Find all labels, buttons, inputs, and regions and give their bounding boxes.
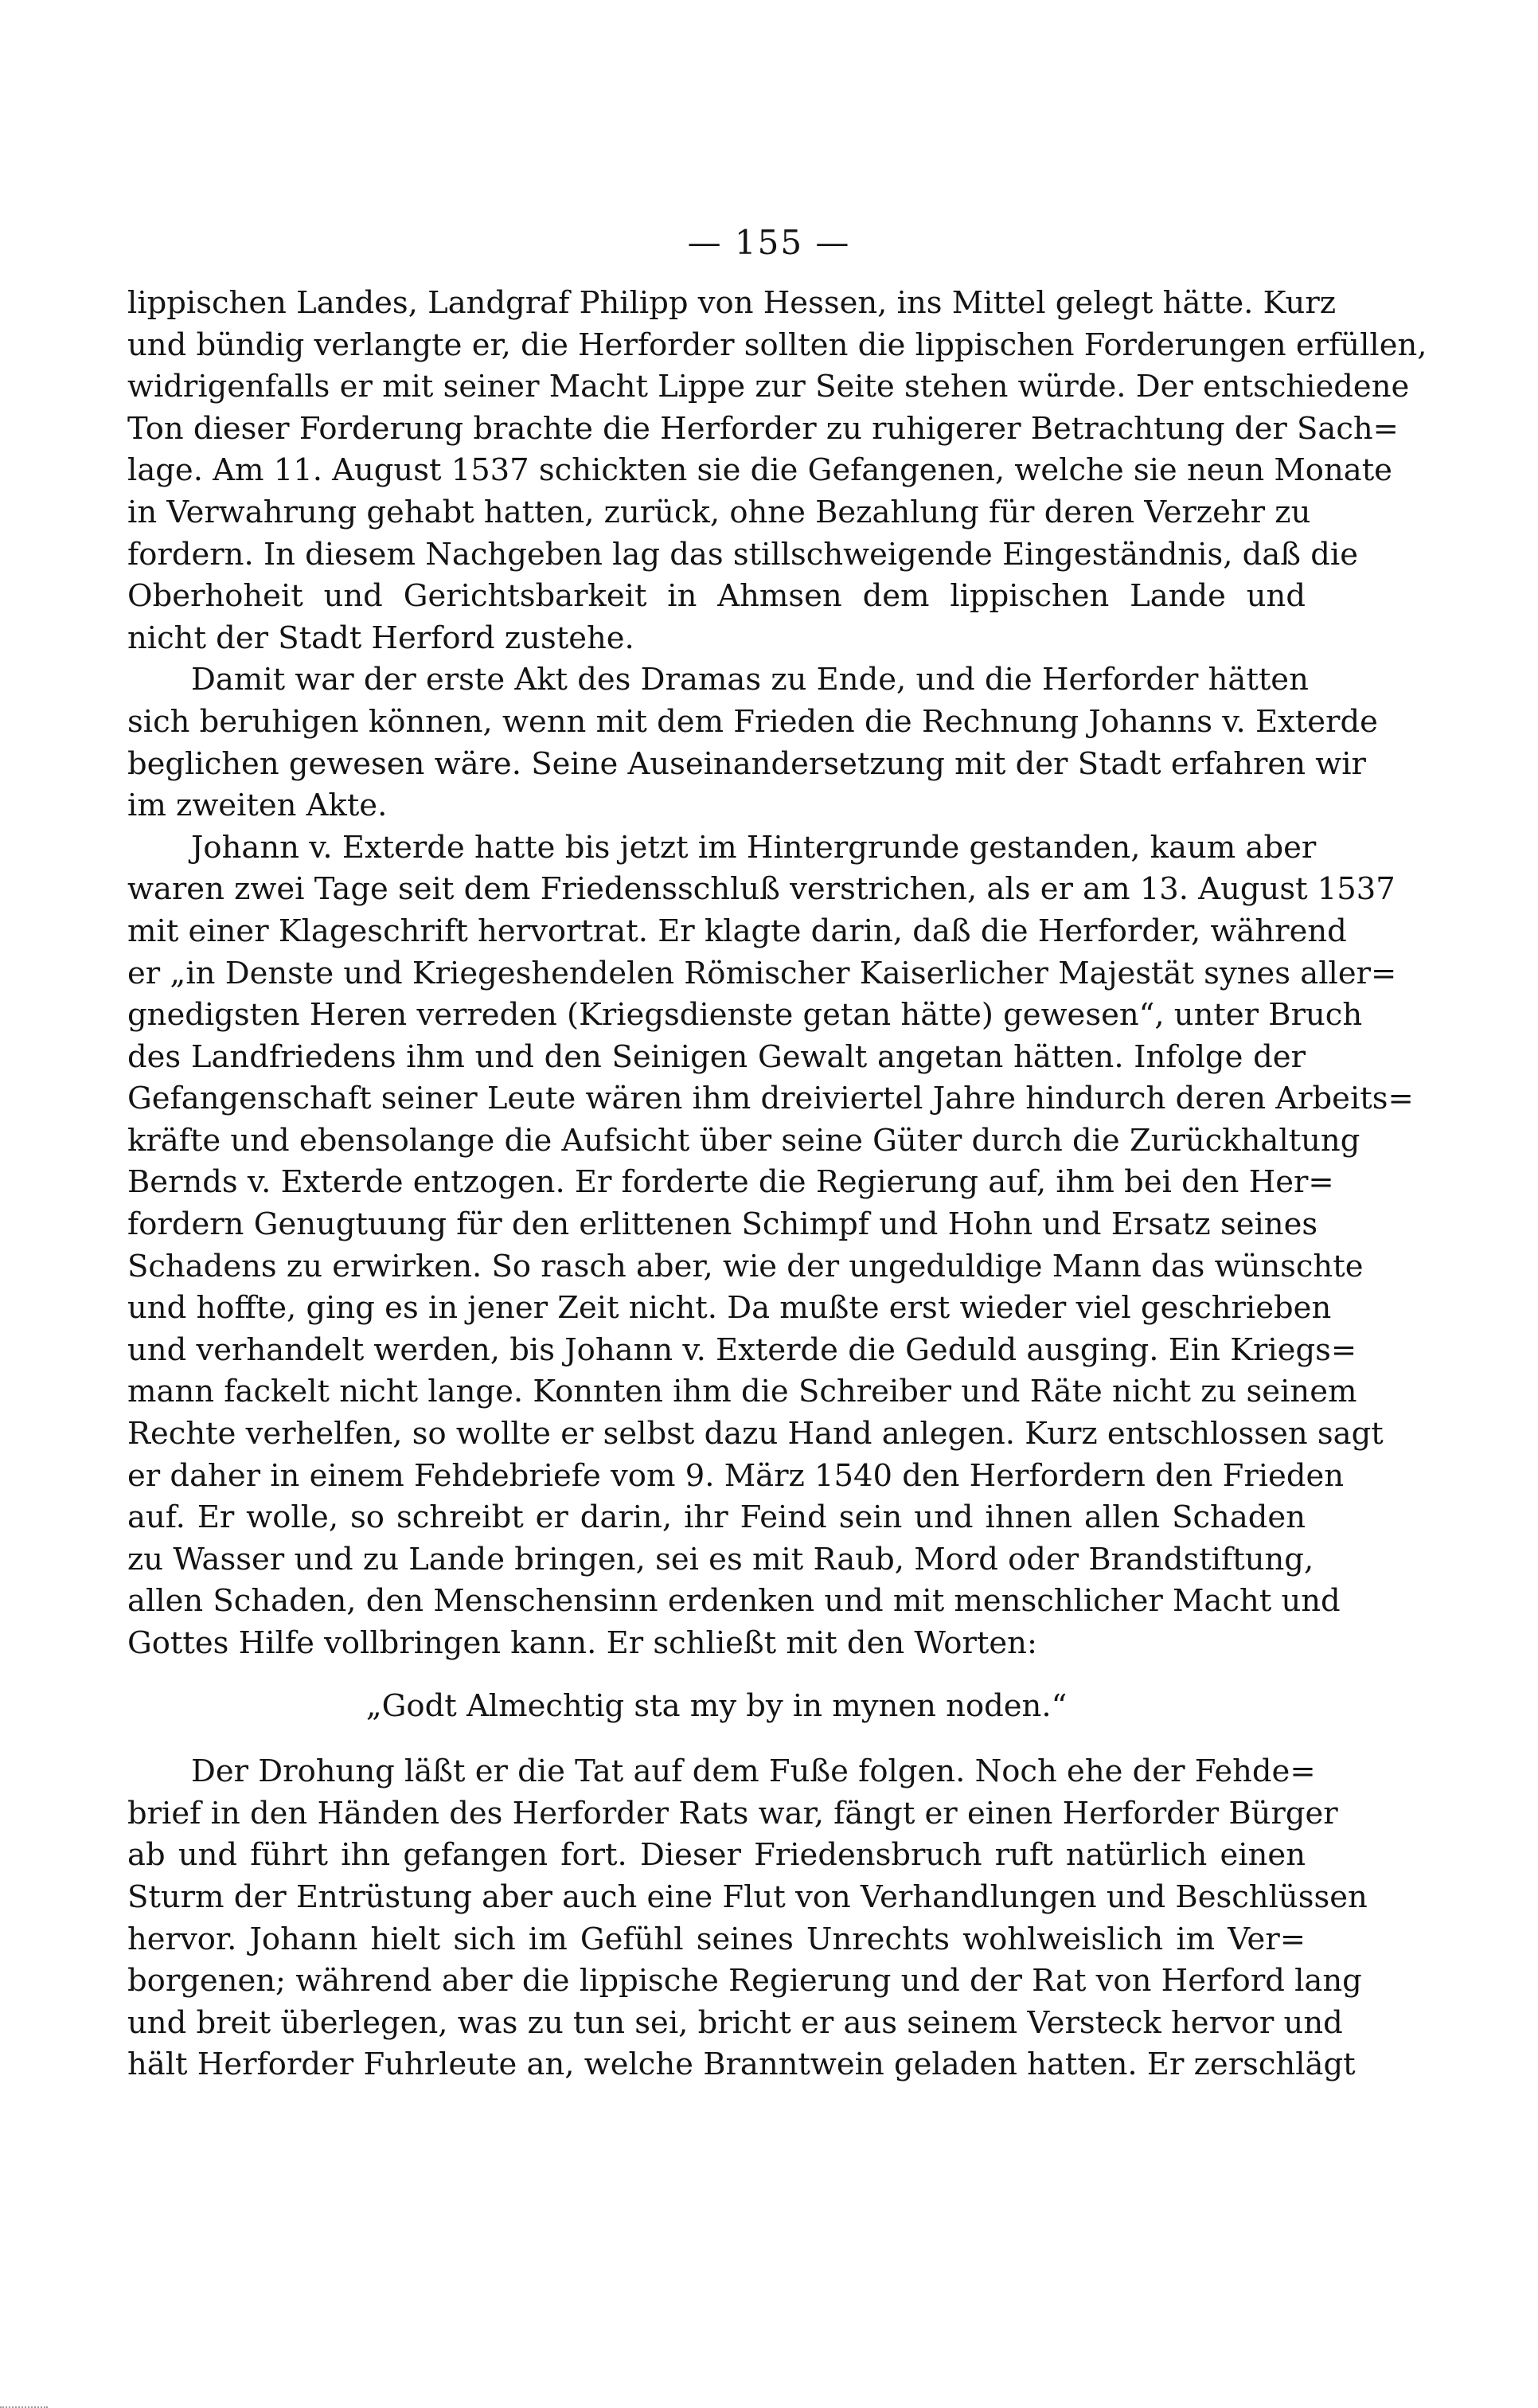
text-line: Oberhoheit und Gerichtsbarkeit in Ahmsen dem lippischen Lande und [127, 578, 1306, 615]
page-number: — 155 — [687, 223, 851, 262]
text-line: hält Herforder Fuhrleute an, welche Branntwein geladen hatten. Er zerschlägt [127, 2046, 1356, 2083]
text-line: und breit überlegen, was zu tun sei, bricht er aus seinem Versteck hervor und [127, 2004, 1343, 2041]
text-line: und bündig verlangte er, die Herforder sollten die lippischen Forderungen erfüllen, [127, 326, 1427, 363]
text-line: und hoffte, ging es in jener Zeit nicht. Da mußte erst wieder viel geschrieben [127, 1290, 1332, 1327]
text-line: im zweiten Akte. [127, 788, 388, 824]
text-line: zu Wasser und zu Lande bringen, sei es mit Raub, Mord oder Brandstiftung, [127, 1541, 1314, 1577]
text-line: brief in den Händen des Herforder Rats war, fängt er einen Herforder Bürger [127, 1795, 1338, 1831]
text-line: Gefangenschaft seiner Leute wären ihm dreiviertel Jahre hindurch deren Arbeits= [127, 1081, 1414, 1117]
text-line: in Verwahrung gehabt hatten, zurück, ohne Bezahlung für deren Verzehr zu [127, 494, 1311, 530]
text-line: Bernds v. Exterde entzogen. Er forderte die Regierung auf, ihm bei den Her= [127, 1164, 1334, 1201]
text-line: kräfte und ebensolange die Aufsicht über seine Güter durch die Zurückhaltung [127, 1122, 1360, 1159]
scan-edge-mark [0, 2402, 48, 2408]
text-line: mann fackelt nicht lange. Konnten ihm die Schreiber und Räte nicht zu seinem [127, 1374, 1357, 1410]
text-line: Ton dieser Forderung brachte die Herforder zu ruhigerer Betrachtung der Sach= [127, 410, 1399, 447]
text-line: nicht der Stadt Herford zustehe. [127, 620, 634, 656]
text-line: Johann v. Exterde hatte bis jetzt im Hintergrunde gestanden, kaum aber [191, 829, 1317, 866]
text-line: mit einer Klageschrift hervortrat. Er klagte darin, daß die Herforder, während [127, 913, 1347, 949]
text-line: hervor. Johann hielt sich im Gefühl seines Unrechts wohlweislich im Ver= [127, 1921, 1306, 1957]
body-text [127, 283, 1427, 2086]
quote-line: „Godt Almechtig sta my by in mynen noden.“ [365, 1687, 1068, 1724]
text-line: und verhandelt werden, bis Johann v. Exterde die Geduld ausging. Ein Kriegs= [127, 1331, 1357, 1368]
text-line: Sturm der Entrüstung aber auch eine Flut von Verhandlungen und Beschlüssen [127, 1878, 1368, 1915]
text-line: Gottes Hilfe vollbringen kann. Er schließt mit den Worten: [127, 1625, 1037, 1661]
text-line: beglichen gewesen wäre. Seine Auseinandersetzung mit der Stadt erfahren wir [127, 745, 1366, 782]
text-line: des Landfriedens ihm und den Seinigen Gewalt angetan hätten. Infolge der [127, 1038, 1306, 1075]
text-line: allen Schaden, den Menschensinn erdenken und mit menschlicher Macht und [127, 1583, 1341, 1620]
text-line: gnedigsten Heren verreden (Kriegsdienste getan hätte) gewesen“, unter Bruch [127, 997, 1363, 1034]
text-line: fordern Genugtuung für den erlittenen Schimpf und Hohn und Ersatz seines [127, 1206, 1318, 1243]
text-line: Schadens zu erwirken. So rasch aber, wie der ungeduldige Mann das wünschte [127, 1248, 1364, 1284]
text-line: waren zwei Tage seit dem Friedensschluß verstrichen, als er am 13. August 1537 [127, 871, 1396, 908]
text-line: Rechte verhelfen, so wollte er selbst dazu Hand anlegen. Kurz entschlossen sagt [127, 1416, 1384, 1452]
text-line: Damit war der erste Akt des Dramas zu Ende, und die Herforder hätten [191, 662, 1309, 698]
text-line: lippischen Landes, Landgraf Philipp von Hessen, ins Mittel gelegt hätte. Kurz [127, 285, 1337, 321]
text-line: borgenen; während aber die lippische Regierung und der Rat von Herford lang [127, 1963, 1362, 2000]
text-line: er daher in einem Fehdebriefe vom 9. März 1540 den Herfordern den Frieden [127, 1457, 1345, 1494]
text-line: sich beruhigen können, wenn mit dem Frieden die Rechnung Johanns v. Exterde [127, 703, 1378, 740]
text-line: auf. Er wolle, so schreibt er darin, ihr Feind sein und ihnen allen Schaden [127, 1499, 1306, 1536]
text-line: fordern. In diesem Nachgeben lag das stillschweigende Eingeständnis, daß die [127, 536, 1358, 573]
text-line: Der Drohung läßt er die Tat auf dem Fuße folgen. Noch ehe der Fehde= [191, 1753, 1316, 1790]
text-line: lage. Am 11. August 1537 schickten sie die Gefangenen, welche sie neun Monate [127, 452, 1392, 489]
text-line: widrigenfalls er mit seiner Macht Lippe zur Seite stehen würde. Der entschiedene [127, 369, 1410, 405]
text-line: ab und führt ihn gefangen fort. Dieser Friedensbruch ruft natürlich einen [127, 1837, 1306, 1874]
text-line: er „in Denste und Kriegeshendelen Römischer Kaiserlicher Majestät synes aller= [127, 955, 1397, 991]
